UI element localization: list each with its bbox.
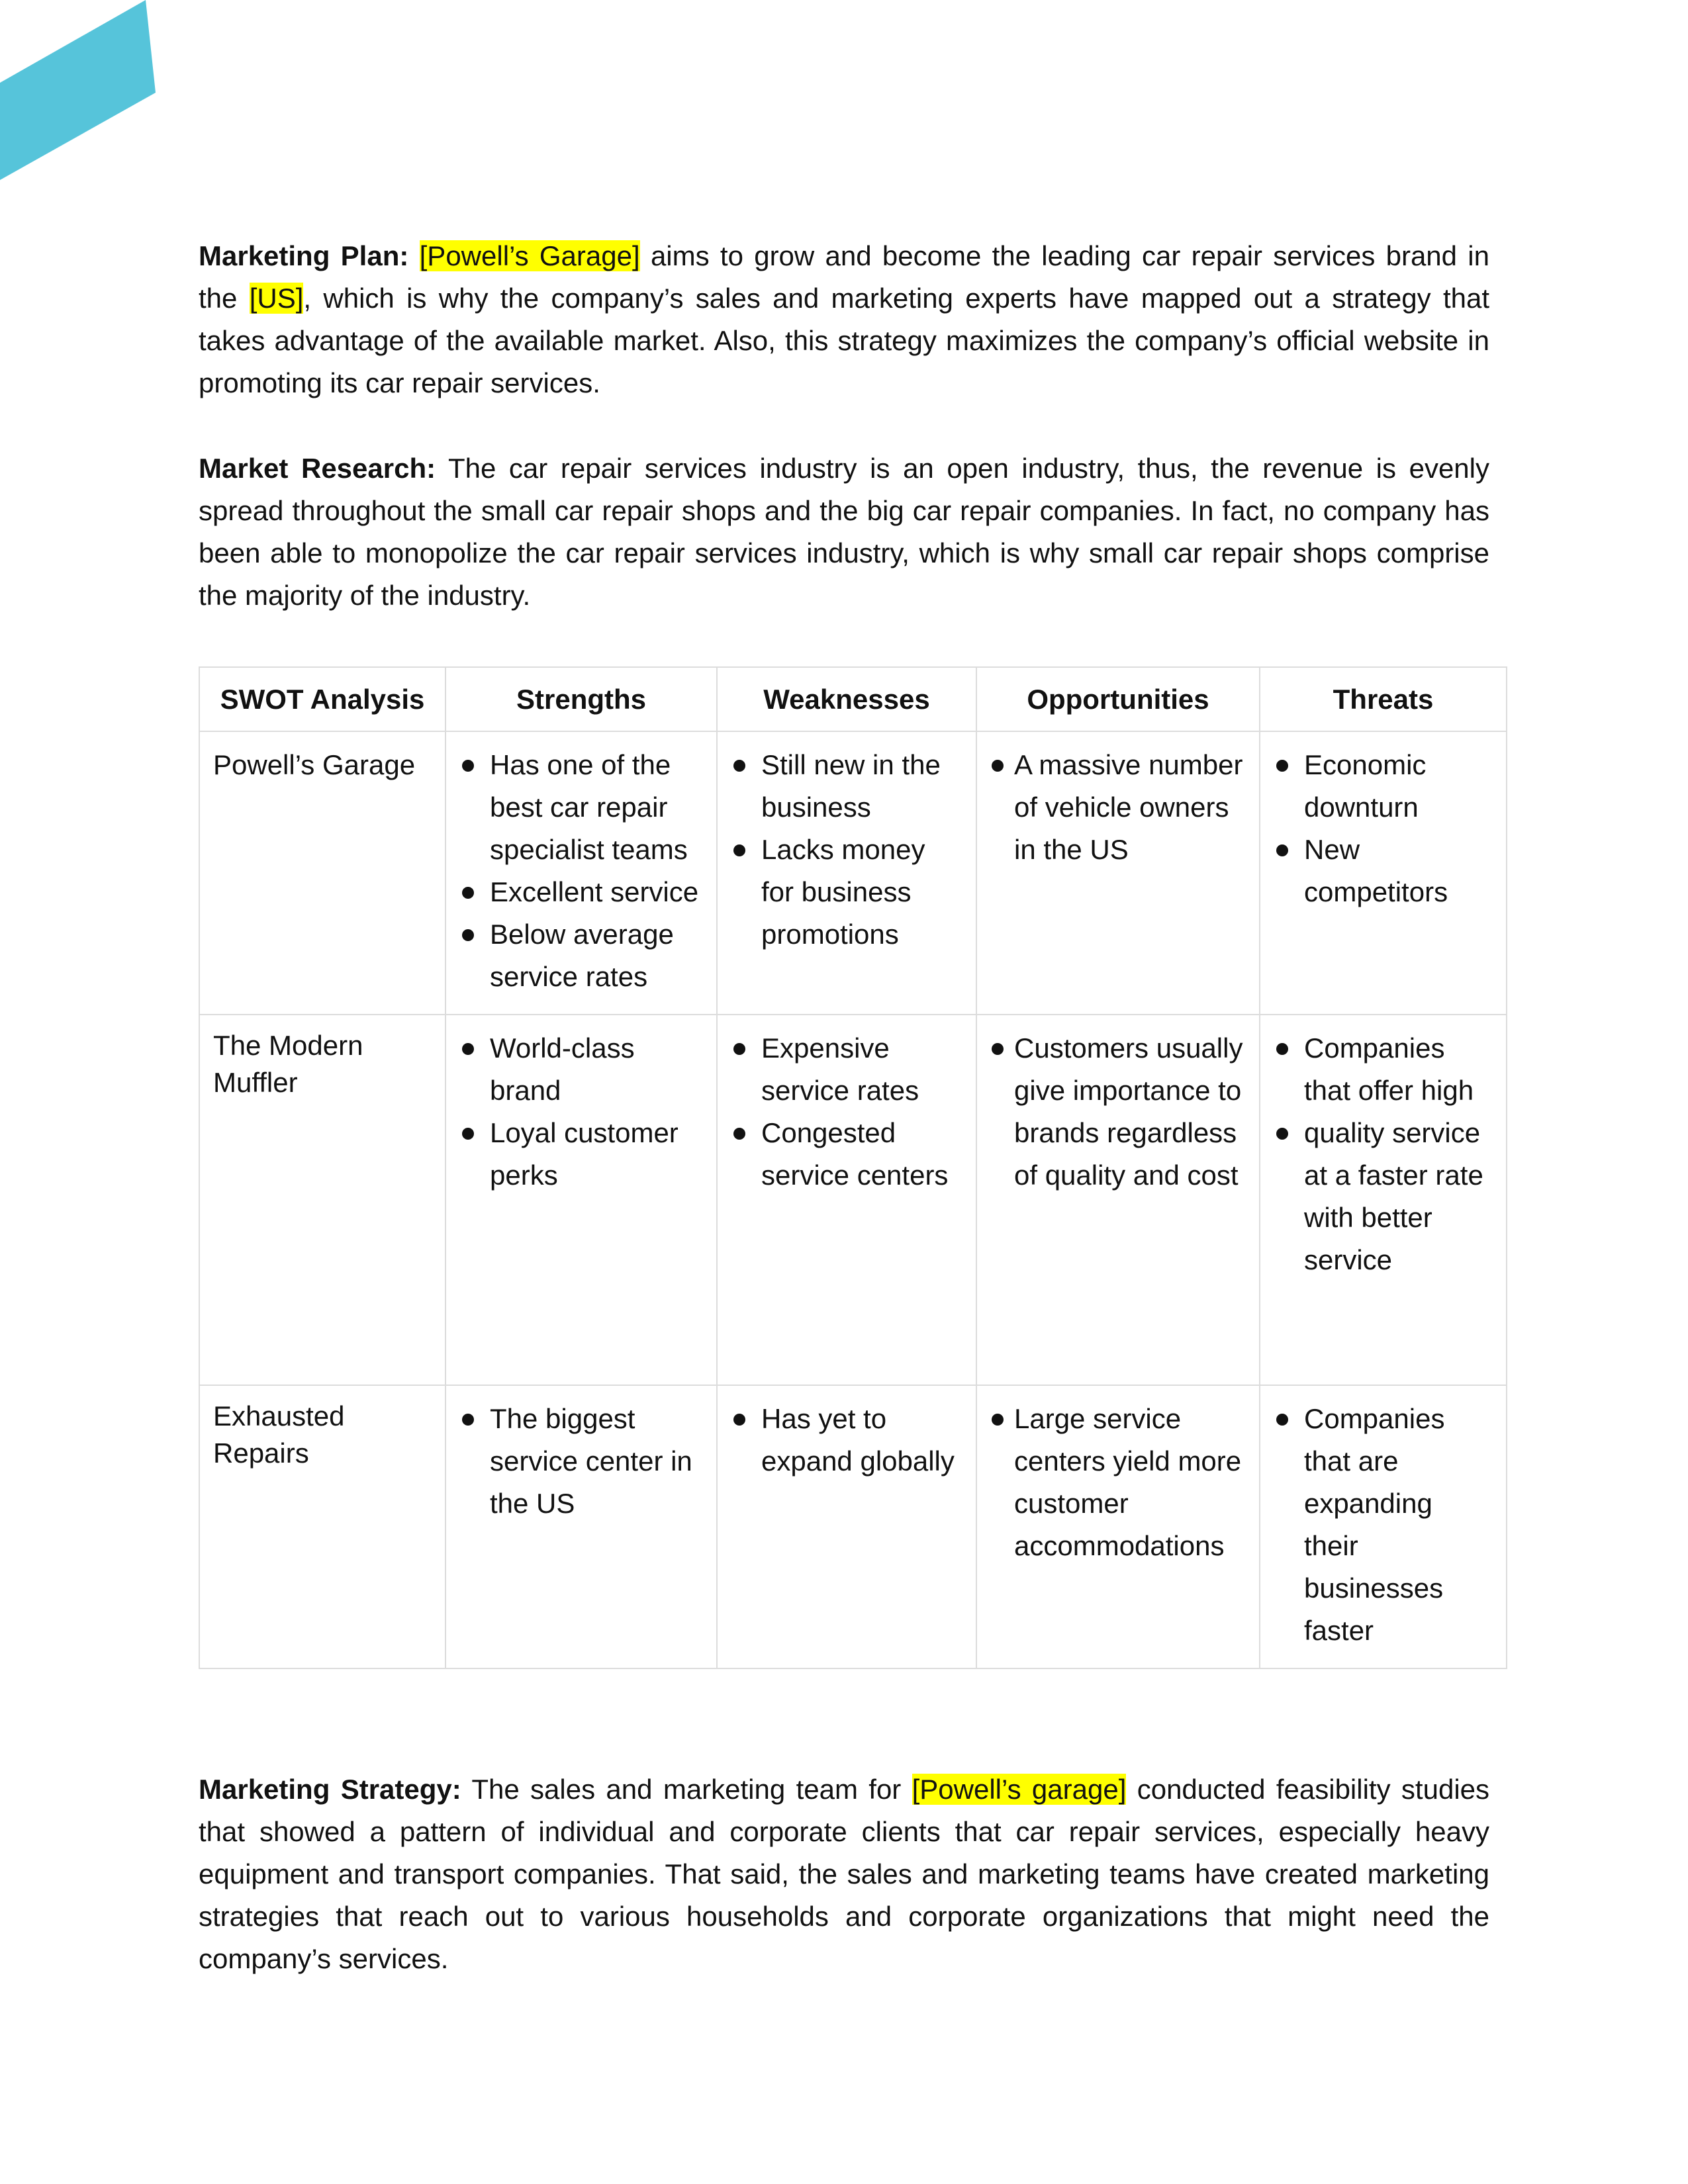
list-item: Has yet to expand globally bbox=[731, 1398, 962, 1482]
header-strengths: Strengths bbox=[445, 667, 717, 731]
strengths-cell bbox=[445, 731, 717, 1015]
swot-table bbox=[199, 666, 1507, 1669]
row-name-cell: The Modern Muffler bbox=[199, 1015, 445, 1385]
list-item: Economic downturn bbox=[1274, 744, 1493, 829]
opportunities-cell bbox=[976, 1015, 1260, 1385]
marketing-strategy-text-1: The sales and marketing team for bbox=[461, 1774, 912, 1805]
list-item: New competitors bbox=[1274, 829, 1493, 913]
header-swot-analysis: SWOT Analysis bbox=[199, 667, 445, 731]
strengths-cell bbox=[445, 1385, 717, 1668]
marketing-plan-text-1: aims to grow and become the leading car repair services brand in the bbox=[199, 240, 1489, 314]
list-item: Companies that offer high bbox=[1274, 1027, 1493, 1112]
market-research-paragraph bbox=[199, 447, 1489, 617]
weaknesses-cell bbox=[717, 1385, 976, 1668]
weaknesses-cell bbox=[717, 731, 976, 1015]
header-threats: Threats bbox=[1260, 667, 1507, 731]
marketing-plan-text-2: , which is why the company’s sales and marketing experts have mapped out a strategy that takes advantage of the available market. Also, this strategy maximizes the company’s official website in promoting its car repair services. bbox=[199, 283, 1489, 398]
header-opportunities: Opportunities bbox=[976, 667, 1260, 731]
marketing-strategy-label: Marketing Strategy: bbox=[199, 1774, 461, 1805]
opportunities-cell bbox=[976, 1385, 1260, 1668]
list-item: quality service at a faster rate with better service bbox=[1274, 1112, 1493, 1281]
row-name-cell: Exhausted Repairs bbox=[199, 1385, 445, 1668]
table-row bbox=[199, 731, 1507, 1015]
threats-cell bbox=[1260, 1015, 1507, 1385]
row-name-cell: Powell’s Garage bbox=[199, 731, 445, 1015]
corner-accent-shape bbox=[0, 0, 159, 185]
document-body bbox=[199, 235, 1489, 1980]
opportunities-cell bbox=[976, 731, 1260, 1015]
market-research-label: Market Research: bbox=[199, 453, 436, 484]
swot-header-row bbox=[199, 667, 1507, 731]
list-item: Customers usually give importance to brands regardless of quality and cost bbox=[990, 1027, 1246, 1197]
marketing-plan-label: Marketing Plan: bbox=[199, 240, 409, 271]
marketing-strategy-paragraph bbox=[199, 1768, 1489, 1980]
strengths-cell bbox=[445, 1015, 717, 1385]
list-item: World-class brand bbox=[459, 1027, 703, 1112]
table-row bbox=[199, 1385, 1507, 1668]
list-item: Expensive service rates bbox=[731, 1027, 962, 1112]
list-item: Companies that are expanding their businesses faster bbox=[1274, 1398, 1493, 1652]
threats-cell bbox=[1260, 1385, 1507, 1668]
list-item: Below average service rates bbox=[459, 913, 703, 998]
header-weaknesses: Weaknesses bbox=[717, 667, 976, 731]
list-item: Loyal customer perks bbox=[459, 1112, 703, 1197]
list-item: Still new in the business bbox=[731, 744, 962, 829]
table-row bbox=[199, 1015, 1507, 1385]
list-item: Large service centers yield more customer accommodations bbox=[990, 1398, 1246, 1567]
country-placeholder: [US] bbox=[249, 283, 304, 314]
list-item: Has one of the best car repair specialist teams bbox=[459, 744, 703, 871]
weaknesses-cell bbox=[717, 1015, 976, 1385]
company-name-placeholder: [Powell’s garage] bbox=[912, 1774, 1127, 1805]
list-item: Lacks money for business promotions bbox=[731, 829, 962, 956]
list-item: Congested service centers bbox=[731, 1112, 962, 1197]
list-item: Excellent service bbox=[459, 871, 703, 913]
market-research-text: The car repair services industry is an open industry, thus, the revenue is evenly spread throughout the small car repair shops and the big car repair companies. In fact, no company has been able to monopolize the car repair services industry, which is why small car repair shops comprise the majority of the industry. bbox=[199, 453, 1489, 611]
marketing-strategy-text-2: conducted feasibility studies that showed a pattern of individual and corporate clients that car repair services, especially heavy equipment and transport companies. That said, the sales and marketing teams have created marketing strategies that reach out to various households and corporate organizations that might need the company’s services. bbox=[199, 1774, 1490, 1974]
list-item: A massive number of vehicle owners in the US bbox=[990, 744, 1246, 871]
list-item: The biggest service center in the US bbox=[459, 1398, 703, 1525]
threats-cell bbox=[1260, 731, 1507, 1015]
marketing-plan-paragraph bbox=[199, 235, 1489, 404]
company-name-placeholder: [Powell’s Garage] bbox=[419, 240, 640, 271]
